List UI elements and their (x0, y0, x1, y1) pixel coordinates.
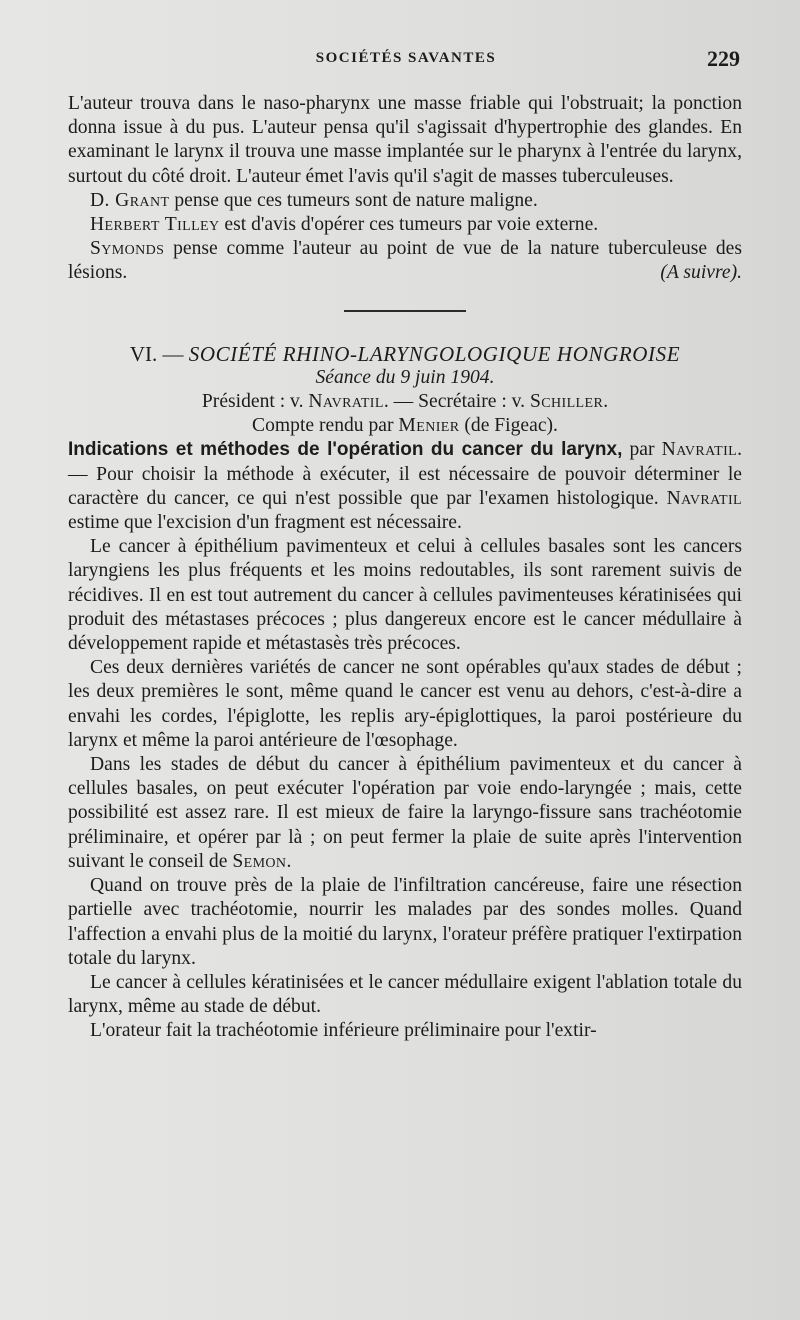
to-be-continued: (A suivre). (660, 262, 742, 284)
paragraph-continuation: L'auteur trouva dans le naso-pharynx une masse friable qui l'obstruait; la ponction donna issue à du pus. L'auteur pensa qu'il s'agissait d'hypertrophie des glandes. En examinant le larynx il trouva une masse implantée sur le pharynx à l'entrée du larynx, surtout du côté droit. L'auteur émet l'avis qu'il s'agit de masses tuberculeuses. (68, 93, 742, 187)
article-paragraph: Le cancer à cellules kératinisées et le cancer médullaire exigent l'ablation totale du larynx, même au stade de début. (68, 971, 742, 1018)
page-header (70, 46, 742, 76)
article-author: Navratil (661, 439, 738, 461)
paragraph-symonds: Symonds pense comme l'auteur au point de vue de la nature tuberculeuse des lésions. (A suivre). (68, 237, 742, 285)
page-body (68, 92, 742, 1044)
article-paragraph: Dans les stades de début du cancer à épithélium pavimenteux et du cancer à cellules basales, on peut exécuter l'opération par voie endo-laryngée ; mais, cette possibilité est assez rare. Il est mieux de faire la laryngo-fissure sans trachéotomie préliminaire, et opérer par là ; on peut fermer la plaie de suite après l'intervention suivant le conseil de Semon. (68, 754, 742, 872)
running-head: SOCIÉTÉS SAVANTES (315, 50, 497, 66)
paragraph-grant: D. Grant pense que ces tumeurs sont de nature maligne. (90, 189, 538, 211)
article-title: Indications et méthodes de l'opération du cancer du larynx, (68, 439, 623, 461)
person-name: Herbert Tilley (90, 214, 220, 236)
article-intro: Indications et méthodes de l'opération du cancer du larynx, par Navratil. — Pour choisir la méthode à exécuter, il est nécessaire de pouvoir déterminer le caractère du cancer, ce qui n'est possible que par l'examen histologique. Navratil estime que l'excision d'un fragment est nécessaire. (68, 439, 742, 534)
person-name: D. Grant (90, 189, 170, 211)
article-paragraph: Ces deux dernières variétés de cancer ne sont opérables qu'aux stades de début ; les deux premières le sont, même quand le cancer est venu au dehors, c'est-à-dire a envahi les cordes, l'épiglotte, les replis ary-épiglottiques, la paroi postérieure du larynx et même la paroi antérieure de l'œsophage. (68, 657, 742, 751)
section-title: VI. — SOCIÉTÉ RHINO-LARYNGOLOGIQUE HONGROISE (129, 341, 681, 366)
page-number: 229 (707, 46, 740, 71)
article-paragraph: Quand on trouve près de la plaie de l'infiltration cancéreuse, faire une résection partielle avec trachéotomie, nourrir les malades par des sondes molles. Quand l'affection a envahi plus de la moitié du larynx, l'orateur préfère pratiquer l'extirpation totale du larynx. (68, 875, 742, 969)
article-paragraph: L'orateur fait la trachéotomie inférieure préliminaire pour l'extir- (90, 1020, 597, 1042)
section-officers: Président : v. Navratil. — Secrétaire : v. Schiller. (201, 391, 609, 413)
article-paragraph: Le cancer à épithélium pavimenteux et celui à cellules basales sont les cancers laryngiens les plus fréquents et les moins redoutables, ils sont rarement suivis de récidives. Il en est tout autrement du cancer à cellules pavimenteuses kératinisées qui produit des métastases précoces ; plus dangereux encore est le cancer médullaire à développement rapide et métastasès très précoces. (68, 536, 742, 655)
section-divider (344, 310, 466, 312)
session-date: Séance du 9 juin 1904. (315, 366, 495, 388)
report-by: Compte rendu par Menier (de Figeac). (252, 415, 558, 437)
paragraph-tilley: Herbert Tilley est d'avis d'opérer ces tumeurs par voie externe. (90, 214, 599, 236)
person-name: Symonds (90, 238, 165, 260)
